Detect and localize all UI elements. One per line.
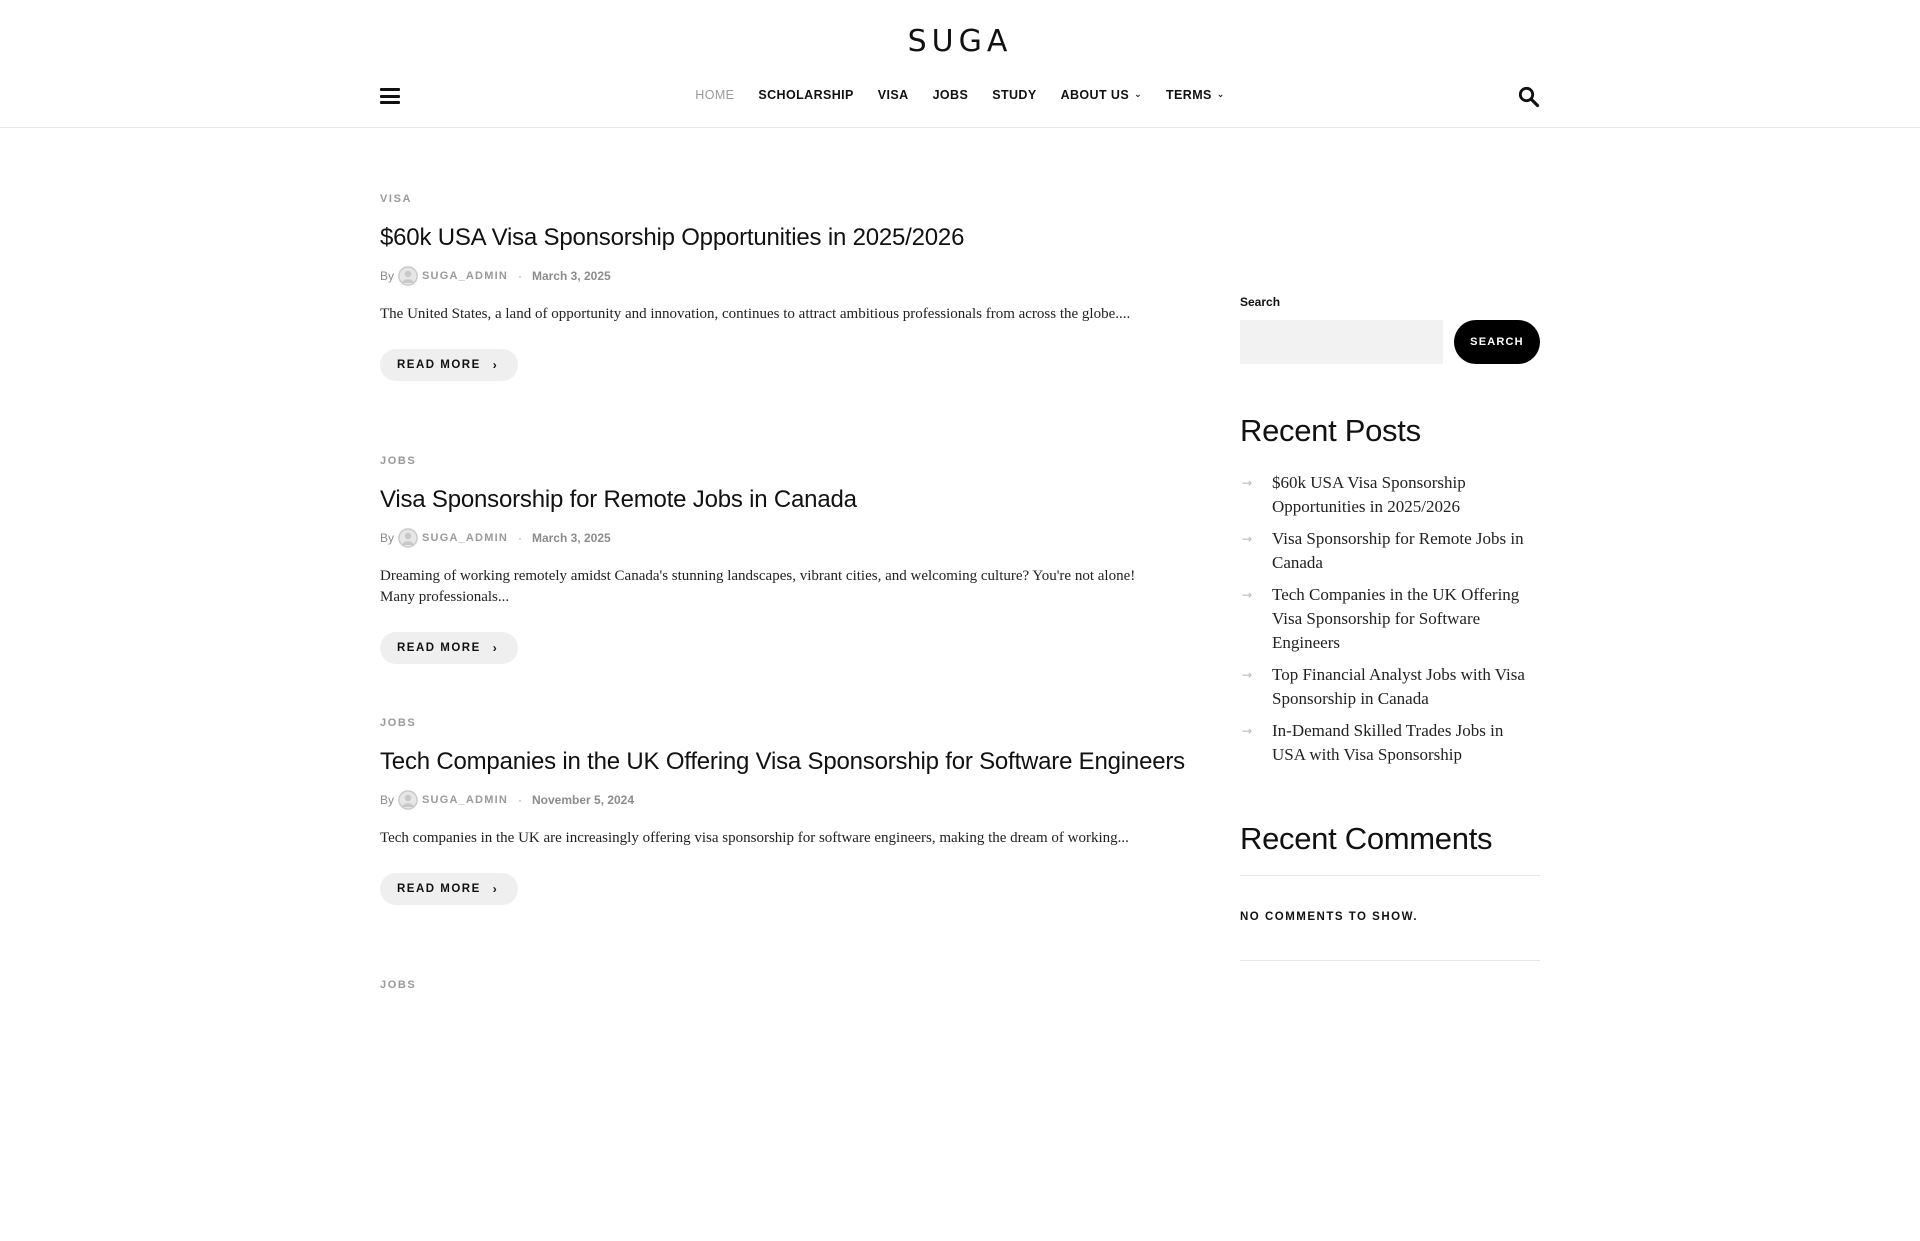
arrow-right-icon: → [1242, 588, 1253, 602]
read-more-button[interactable] [380, 349, 518, 381]
recent-post-item[interactable] [1240, 527, 1540, 575]
read-more-button[interactable] [380, 632, 518, 664]
chevron-right-icon: › [492, 358, 499, 372]
post-meta [380, 790, 1160, 810]
by-label: By [380, 531, 395, 545]
by-label: By [380, 269, 395, 283]
post-date: March 3, 2025 [531, 269, 611, 283]
recent-post-item[interactable] [1240, 663, 1540, 711]
post-author[interactable]: SUGA_ADMIN [422, 270, 508, 282]
recent-post-item[interactable] [1240, 583, 1540, 655]
post-date: March 3, 2025 [531, 531, 611, 545]
nav-item-label: SCHOLARSHIP [758, 88, 854, 102]
meta-separator: · [517, 531, 522, 545]
nav-item-about-us[interactable] [1061, 88, 1142, 102]
post-meta [380, 266, 1160, 286]
recent-posts-title: Recent Posts [1240, 413, 1421, 448]
nav-item-label: ABOUT US [1060, 88, 1130, 102]
post-category[interactable]: VISA [380, 193, 413, 205]
recent-post-label: In-Demand Skilled Trades Jobs in USA with Visa Sponsorship [1272, 721, 1504, 764]
search-input[interactable] [1240, 320, 1443, 364]
nav-item-scholarship[interactable] [758, 88, 853, 102]
user-icon [398, 266, 418, 286]
post-excerpt: The United States, a land of opportunity and innovation, continues to attract ambitious professionals from across the globe.... [380, 306, 1131, 322]
nav-item-label: HOME [695, 88, 735, 102]
recent-post-label: Top Financial Analyst Jobs with Visa Sponsorship in Canada [1272, 665, 1525, 708]
site-logo[interactable]: SUGA [907, 24, 1013, 59]
recent-comments-title: Recent Comments [1240, 821, 1493, 856]
nav-item-label: JOBS [932, 88, 969, 102]
nav-item-label: STUDY [992, 88, 1037, 102]
chevron-down-icon: ⌄ [1216, 88, 1225, 99]
recent-post-label: Visa Sponsorship for Remote Jobs in Canada [1272, 529, 1524, 572]
search-label: Search [1240, 295, 1281, 309]
post-category[interactable]: JOBS [380, 979, 417, 991]
nav-item-label: VISA [877, 88, 909, 102]
post-excerpt: Dreaming of working remotely amidst Canada's stunning landscapes, vibrant cities, and welcoming culture? You're not alone! Many professionals... [380, 568, 1136, 605]
recent-post-label: $60k USA Visa Sponsorship Opportunities in 2025/2026 [1272, 473, 1466, 516]
post-category[interactable]: JOBS [380, 717, 417, 729]
arrow-right-icon: → [1242, 724, 1253, 738]
main-nav [0, 88, 1920, 102]
avatar [398, 266, 418, 286]
recent-post-item[interactable] [1240, 719, 1540, 767]
nav-item-terms[interactable] [1166, 88, 1225, 102]
search-button[interactable]: SEARCH [1454, 320, 1540, 364]
posts-list [380, 127, 1185, 1241]
no-comments-text: NO COMMENTS TO SHOW. [1240, 911, 1419, 923]
post-meta [380, 528, 1160, 548]
post-title[interactable]: Visa Sponsorship for Remote Jobs in Canada [380, 486, 857, 513]
meta-separator: · [517, 793, 522, 807]
post-title[interactable]: Tech Companies in the UK Offering Visa Sponsorship for Software Engineers [380, 748, 1185, 775]
post-card [380, 717, 1185, 979]
avatar [398, 528, 418, 548]
post-title[interactable]: $60k USA Visa Sponsorship Opportunities in 2025/2026 [380, 224, 965, 251]
nav-item-home[interactable] [695, 88, 734, 102]
post-category[interactable]: JOBS [380, 455, 417, 467]
by-label: By [380, 793, 395, 807]
post-card [380, 193, 1160, 455]
recent-post-item[interactable] [1240, 471, 1540, 519]
chevron-down-icon: ⌄ [1134, 88, 1143, 99]
divider [1240, 875, 1540, 876]
user-icon [398, 528, 418, 548]
meta-separator: · [517, 269, 522, 283]
post-card [380, 979, 1160, 1241]
user-icon [398, 790, 418, 810]
read-more-label: READ MORE [397, 359, 481, 371]
arrow-right-icon: → [1242, 668, 1253, 682]
chevron-right-icon: › [492, 882, 499, 896]
nav-item-jobs[interactable] [933, 88, 969, 102]
post-date: November 5, 2024 [531, 793, 635, 807]
site-header [0, 0, 1920, 128]
nav-item-visa[interactable] [878, 88, 909, 102]
recent-posts-list [1240, 471, 1540, 775]
avatar [398, 790, 418, 810]
recent-post-label: Tech Companies in the UK Offering Visa Sponsorship for Software Engineers [1272, 585, 1520, 652]
post-excerpt: Tech companies in the UK are increasingly offering visa sponsorship for software engineers, making the dream of working... [380, 830, 1129, 846]
nav-item-study[interactable] [992, 88, 1036, 102]
post-author[interactable]: SUGA_ADMIN [422, 794, 508, 806]
search-icon[interactable] [1518, 86, 1540, 108]
read-more-button[interactable] [380, 873, 518, 905]
chevron-right-icon: › [492, 641, 499, 655]
arrow-right-icon: → [1242, 532, 1253, 546]
arrow-right-icon: → [1242, 476, 1253, 490]
post-card [380, 455, 1160, 717]
divider [1240, 960, 1540, 961]
read-more-label: READ MORE [397, 883, 481, 895]
read-more-label: READ MORE [397, 642, 481, 654]
post-author[interactable]: SUGA_ADMIN [422, 532, 508, 544]
nav-item-label: TERMS [1166, 88, 1212, 102]
